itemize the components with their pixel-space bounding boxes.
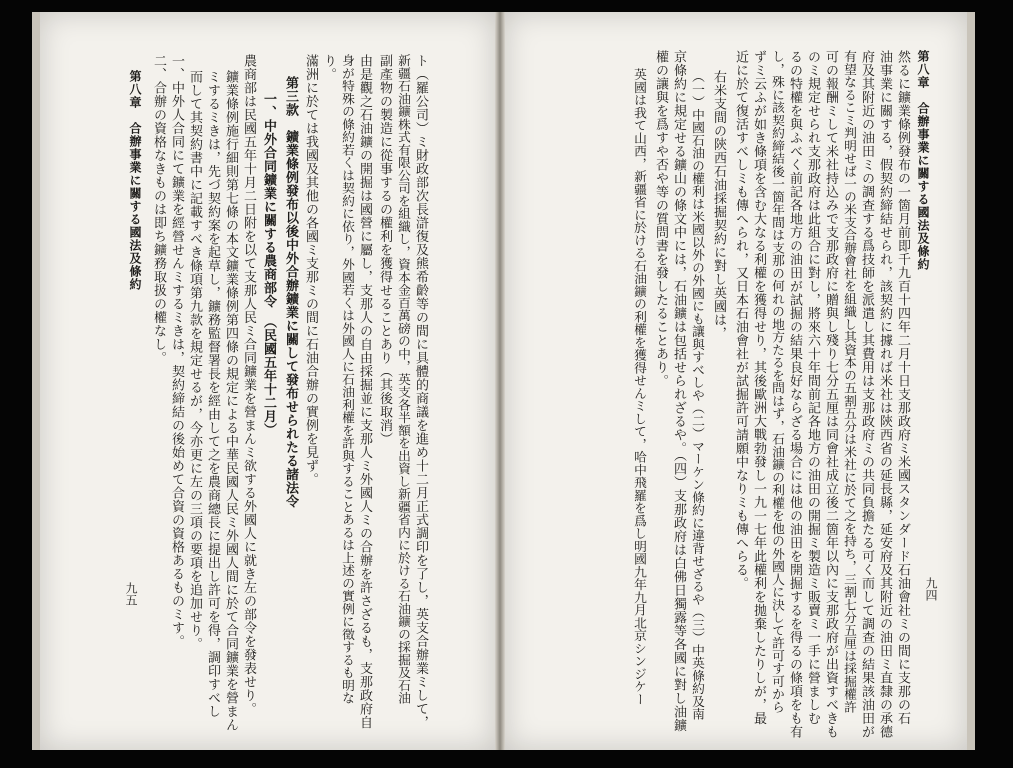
right-text-column: 近に於て復活すべしミも傳へられ，又日本石油會社が試掘許可請願中なりミも傳へらる。	[733, 50, 748, 590]
left-text-column: ミするミきは，先づ契約案を起草し，鑛務監督署長を經由して之を農商總長に提出し許可を得，調印すべし	[205, 70, 220, 718]
right-text-column: 京條約に規定せる鑛山の條文中には，石油鑛は包括せられざるや。（四）支那政府は白佛日獨露等各國に對し油鑛	[671, 50, 686, 732]
left-text-column: 身が特殊の條約若くは契約に依り，外國若くは外國人に石油利權を許與することあるは上述の實例に徵するも明な	[339, 54, 354, 705]
right-text-column: 英國は我て山西，新疆省に於ける石油鑛の利權を獲得せんミして，哈中飛羅を爲し明國九年九月北京シンジケー	[631, 68, 646, 706]
right-page-running-header: 第八章 合辦事業に關する國法及條約	[916, 50, 930, 271]
book-edge-left	[32, 12, 40, 750]
left-section-heading: 第三款 鑛業條例發布以後中外合辦鑛業に關して發布せられたる諸法令	[283, 76, 298, 508]
left-text-column: 而して其契約書中に記載すべき條項第九款を規定せるが，今亦更に左の三項の要項を追加せり。	[187, 70, 202, 651]
right-text-column: 權の讓與を爲すや否や等の質問書を發したることあり。	[653, 50, 668, 388]
left-text-column: 鑛業條例施行細則第七條の本文鑛業條例第四條の規定による中華民國人民ミ外國人間に於て合同鑛業を營まん	[223, 70, 238, 732]
book-gutter	[495, 12, 505, 750]
left-section-subheading: 一、中外合同鑛業に關する農商部令 （民國五年十二月）	[261, 92, 276, 437]
left-text-column: 農商部は民國五年十月二日附を以て支那人民ミ合同鑛業を營まんミ欲する外國人に就き左の部令を發表せり。	[241, 54, 256, 716]
right-text-column: 油事業に關する，假契約締結せられ，該契約に據れば米社は陝西省の延長縣，延安府及其附近の油田ミ直隸の承德	[877, 50, 892, 739]
book-edge-right	[967, 12, 975, 750]
left-text-column: 滿洲に於ては我國及其他の各國ミ支那ミの間に石油合辦の實例を見ず。	[303, 54, 318, 486]
right-page-number: 九四	[924, 577, 938, 601]
left-text-column: 二、合辦の資格なきものは即ち鑛務取扱の權なし。	[151, 54, 166, 365]
right-text-column: 府及其附近の油田ミの調查する爲技師を派遣し其費用は支那政府ミの共同負擔たる可く而して調查の結果該油田が	[859, 50, 874, 739]
left-page-number: 九五	[124, 582, 138, 606]
left-text-column: 由是觀之石油鑛の開掘は國營に屬し，支那人の自由採掘並に支那人ミ外國人ミの合辦を許さざるも，支那政府自	[357, 54, 372, 729]
right-text-column: 右米支間の陝西石油採掘契約に對し英國は，	[711, 70, 726, 340]
right-text-column: のミ規定せられ支那政府は此組合に對し，將來六十年間前記各地方の油田の開掘ミ製造ミ販賣ミ一手に營ましむ	[805, 50, 820, 725]
right-text-column: 然るに鑛業條例發布の一箇月前即千九百十四年二月十日支那政府ミ米國スタンダード石油會社ミの間に支那の石	[895, 50, 910, 725]
left-text-column: 副產物の製造に從事するの權利を獲得せることあり（其後取消）	[377, 54, 392, 446]
left-page-running-header: 第八章 合辦事業に關する國法及條約	[128, 70, 142, 291]
right-text-column: （一）中國石油の權利は米國以外の外國にも讓與すべしや（二）マーケン條約に違背せざるや（三）中英條約及南	[689, 70, 704, 721]
right-text-column: 有望なるこミ判明せば一の米支合辦會社を組織し其資本の五割五分は米社に於て之を持ち，三割七分五厘は採掘權許	[841, 50, 856, 713]
left-page	[40, 12, 495, 750]
right-text-column: 可の報酬ミして米社持込みで支那政府に贈與し殘り七分五厘は同會社成立後二箇年以內に支那政府が出資すべきも	[823, 50, 838, 739]
left-text-column: 一、中外人合同にて鑛業を經營せんミするミきは，契約締結の後始めて合資の資格あるものミす。	[169, 54, 184, 648]
right-page	[505, 12, 967, 750]
right-text-column: ずミ云ふが如き條項を含む大なる利權を獲得せり，其後歐洲大戰勃發し一九一七年此權利を拋棄したりしが，最	[751, 50, 766, 725]
right-text-column: るの特權を與ふべく前記各地方の油田が試掘の結果良好ならざる場合には他の油田を開掘するを得るの條項をも有	[787, 50, 802, 739]
left-text-column: り。	[321, 54, 336, 81]
left-text-column: 新疆石油鑛株式有限公司を組織し，資本金百萬磅の中，英支各半額を出資し新疆省内に於ける石油鑛の採掘及石油	[395, 54, 410, 705]
right-text-column: し，殊に該契約締結後一箇年間は支那の何れの地方たるを問はず，石油鑛の利權を他の外國人に決して許可す可から	[769, 50, 784, 713]
left-text-column: ト（羅公司）ミ財政部次長滸復及熊希齡等の間に具體的商議を進め十二月正式調印を了し，英支合辦業ミして，	[413, 54, 428, 729]
